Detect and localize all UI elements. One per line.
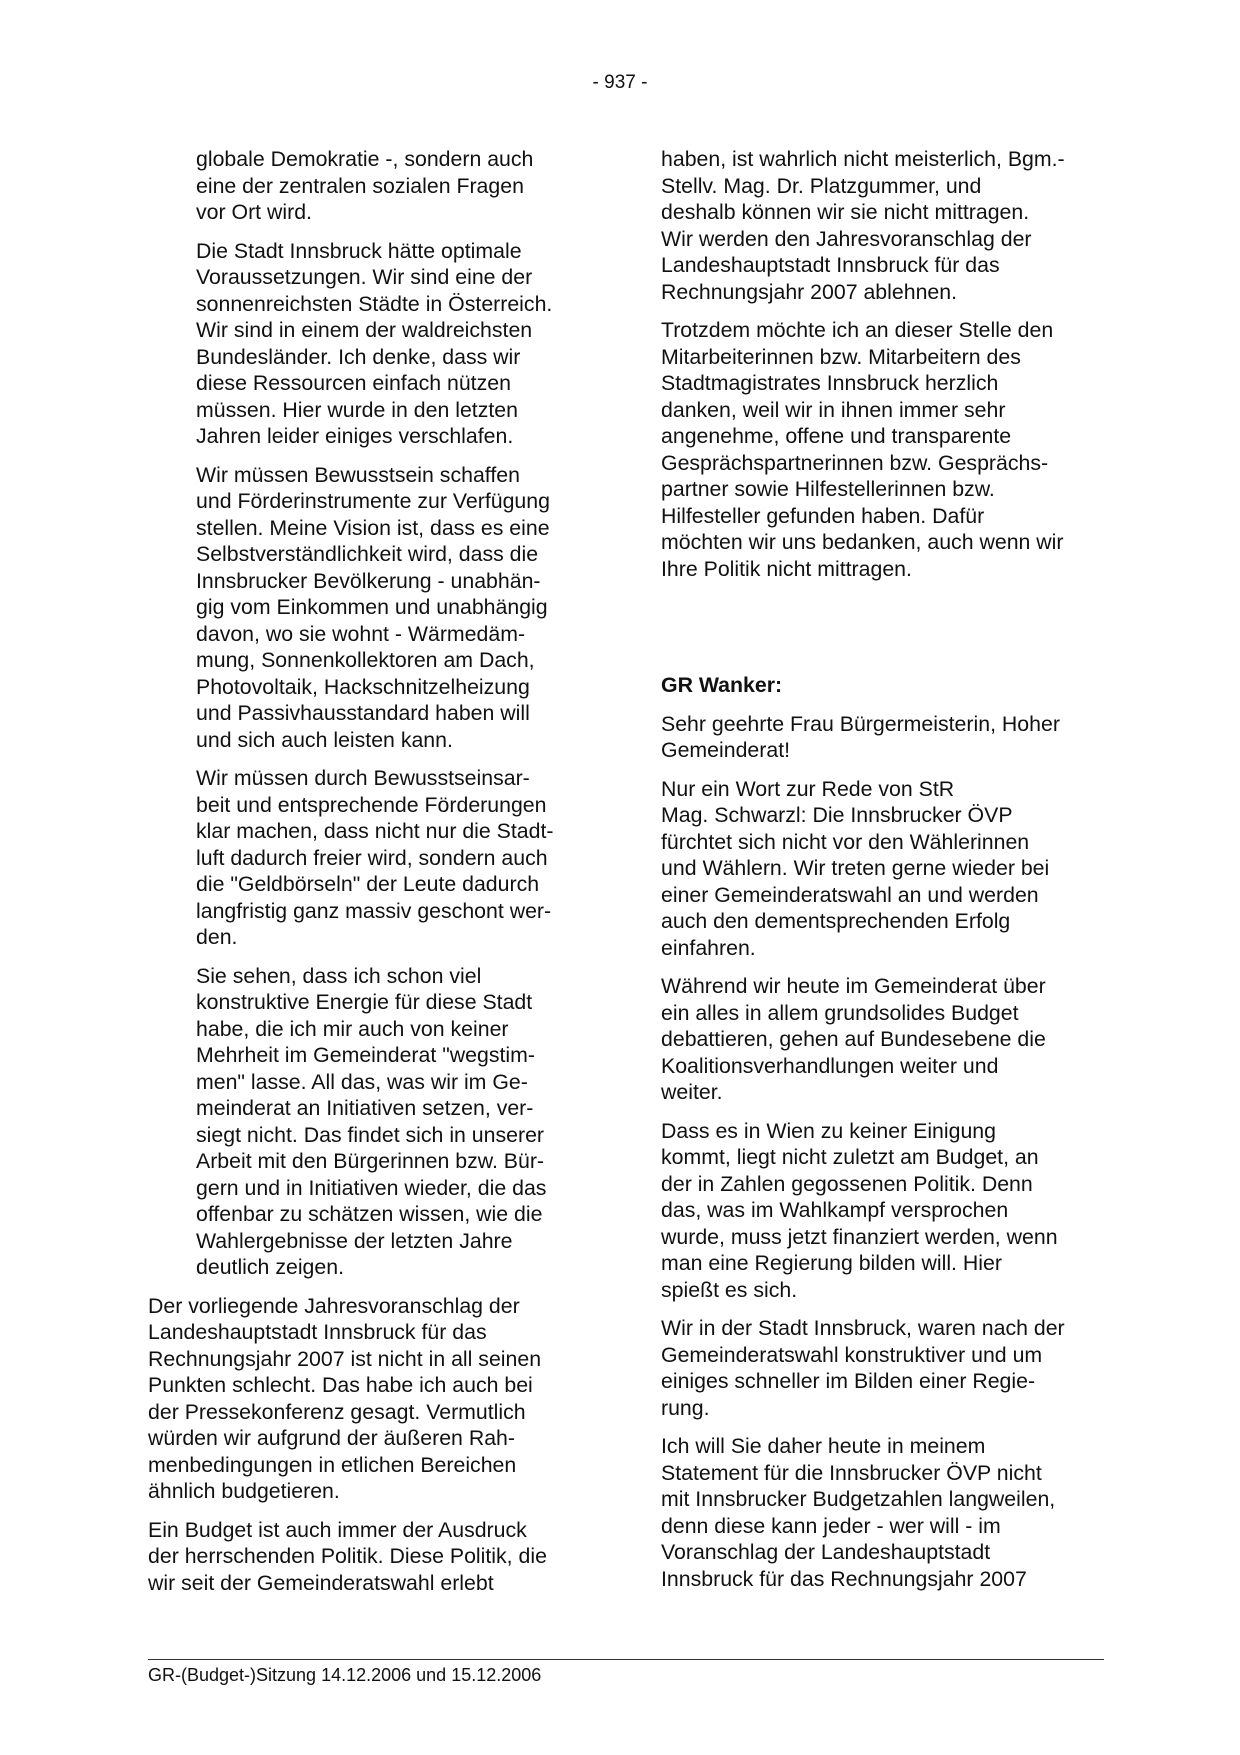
paragraph: Wir in der Stadt Innsbruck, waren nach der Gemeinderatswahl konstruktiver und um einiges schneller im Bilden einer Regie- rung. bbox=[661, 1316, 1065, 1420]
footer-session-info: GR-(Budget-)Sitzung 14.12.2006 und 15.12.2006 bbox=[148, 1665, 542, 1685]
left-column bbox=[148, 146, 590, 1608]
paragraph: Ein Budget ist auch immer der Ausdruck der herrschenden Politik. Diese Politik, die wir seit der Gemeinderatswahl erlebt bbox=[148, 1517, 547, 1595]
paragraph: Nur ein Wort zur Rede von StR Mag. Schwarzl: Die Innsbrucker ÖVP fürchtet sich nicht vor den Wählerinnen und Wählern. Wir treten gerne wieder bei einer Gemeinderatswahl an und werden auch den dementsprechenden Erfolg einfahren. bbox=[661, 776, 1050, 960]
paragraph: Trotzdem möchte ich an dieser Stelle den Mitarbeiterinnen bzw. Mitarbeitern des Stadtmagistrates Innsbruck herzlich danken, weil wir in ihnen immer sehr angenehme, offene und transparente Gesprächspartnerinnen bzw. Gesprächs- partner sowie Hilfestellerinnen bzw. Hilfesteller gefunden haben. Dafür möchten wir uns bedanken, auch wenn wir Ihre Politik nicht mittragen. bbox=[661, 318, 1064, 581]
page-number: - 937 - bbox=[592, 72, 648, 93]
footer-divider bbox=[148, 1659, 1104, 1660]
paragraph: haben, ist wahrlich nicht meisterlich, Bgm.- Stellv. Mag. Dr. Platzgummer, und deshalb können wir sie nicht mittragen. Wir werden den Jahresvoranschlag der Landeshauptstadt Innsbruck für das Rechnungsjahr 2007 ablehnen. bbox=[661, 147, 1065, 304]
paragraph: Ich will Sie daher heute in meinem Statement für die Innsbrucker ÖVP nicht mit Innsbrucker Budgetzahlen langweilen, denn diese kann jeder - wer will - im Voranschlag der Landeshauptstadt Innsbruck für das Rechnungsjahr 2007 bbox=[661, 1434, 1056, 1591]
paragraph: Wir müssen Bewusstsein schaffen und Förderinstrumente zur Verfügung stellen. Meine Vision ist, dass es eine Selbstverständlichkeit wird, dass die Innsbrucker Bevölkerung - unabhän- gig vom Einkommen und unabhängig davon, wo sie wohnt - Wärmedäm- mung, Sonnenkollektoren am Dach, Photovoltaik, Hackschnitzelheizung und Passivhausstandard haben will und sich auch leisten kann. bbox=[196, 462, 550, 752]
paragraph: Wir müssen durch Bewusstseinsar- beit und entsprechende Förderungen klar machen, dass nicht nur die Stadt- luft dadurch freier wird, sondern auch die "Geldbörseln" der Leute dadurch langfristig ganz massiv geschont wer- den. bbox=[196, 766, 554, 949]
paragraph: Sie sehen, dass ich schon viel konstruktive Energie für diese Stadt habe, die ich mir auch von keiner Mehrheit im Gemeinderat "wegstim- men" lasse. All das, was wir im Ge- meinderat an Initiativen setzen, ver- siegt nicht. Das findet sich in unserer Arbeit mit den Bürgerinnen bzw. Bür- gern und in Initiativen wieder, die das offenbar zu schätzen wissen, wie die Wahlergebnisse der letzten Jahre deutlich zeigen. bbox=[196, 963, 547, 1279]
right-column bbox=[661, 146, 1101, 1604]
paragraph: Der vorliegende Jahresvoranschlag der Landeshauptstadt Innsbruck für das Rechnungsjahr 2007 ist nicht in all seinen Punkten schlecht. Das habe ich auch bei der Pressekonferenz gesagt. Vermutlich würden wir aufgrund der äußeren Rah- menbedingungen in etlichen Bereichen ähnlich budgetieren. bbox=[148, 1293, 542, 1503]
paragraph: Sehr geehrte Frau Bürgermeisterin, Hoher Gemeinderat! bbox=[661, 711, 1060, 762]
paragraph: Dass es in Wien zu keiner Einigung kommt, liegt nicht zuletzt am Budget, an der in Zahlen gegossenen Politik. Denn das, was im Wahlkampf versprochen wurde, muss jetzt finanziert werden, wenn man eine Regierung bilden will. Hier spießt es sich. bbox=[661, 1118, 1058, 1302]
paragraph: globale Demokratie -, sondern auch eine der zentralen sozialen Fragen vor Ort wird. bbox=[196, 147, 534, 224]
paragraph: Die Stadt Innsbruck hätte optimale Voraussetzungen. Wir sind eine der sonnenreichsten Städte in Österreich. Wir sind in einem der waldreichsten Bundesländer. Ich denke, dass wir diese Ressourcen einfach nützen müssen. Hier wurde in den letzten Jahren leider einiges verschlafen. bbox=[196, 238, 553, 448]
paragraph: Während wir heute im Gemeinderat über ein alles in allem grundsolides Budget debattieren, gehen auf Bundesebene die Koalitionsverhandlungen weiter und weiter. bbox=[661, 974, 1046, 1104]
speaker-heading: GR Wanker: bbox=[661, 673, 783, 697]
